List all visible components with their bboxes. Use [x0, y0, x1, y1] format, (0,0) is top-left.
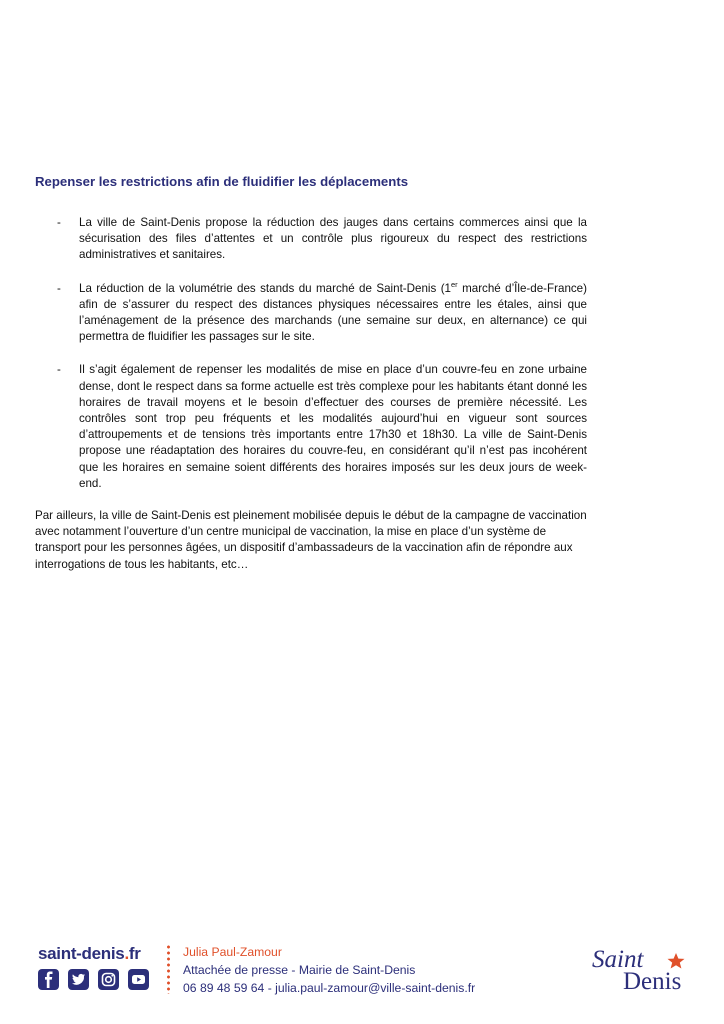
bullet-dash: - — [57, 363, 61, 377]
bullet-text — [79, 281, 587, 346]
section-heading: Repenser les restrictions afin de fluidifier les déplacements — [35, 174, 409, 189]
list-item — [35, 215, 587, 264]
facebook-icon[interactable] — [38, 969, 59, 990]
social-links — [38, 969, 149, 990]
twitter-icon[interactable] — [68, 969, 89, 990]
website-tld: fr — [128, 944, 141, 963]
dotted-divider — [167, 944, 170, 994]
bullet-text: Il s’agit également de repenser les modalités de mise en place d’un couvre-feu en zone urbaine dense, dont le respect dans sa forme actuelle est très complexe pour les habitants étant donné les horaires de travail moyens et le besoin d’effectuer des courses de première nécessité. Les contrôles sont trop peu fréquents et les modalités aujourd’hui en vigueur sont sources d’attroupements et de tensions très importants entre 17h30 et 18h30. La ville de Saint-Denis propose une réadaptation des horaires du couvre-feu, en considérant qu’il n’est pas incohérent que les horaires en semaine soient différents des horaires imposés sur les deux jours de week-end. — [79, 363, 587, 490]
bullet-dash: - — [57, 216, 61, 229]
bullet-list — [35, 215, 587, 509]
instagram-icon[interactable] — [98, 969, 119, 990]
closing-paragraph: Par ailleurs, la ville de Saint-Denis est pleinement mobilisée depuis le début de la campagne de vaccination avec notamment l’ouverture d’un centre municipal de vaccination, la mise en place d’un système de transport pour les personnes âgées, un dispositif d’ambassadeurs de la vaccination afin de répondre aux interrogations de tous les habitants, etc… — [35, 509, 587, 571]
logo-word-denis: Denis — [623, 968, 682, 993]
saint-denis-logo — [590, 943, 700, 993]
contact-role: Attachée de presse - Mairie de Saint-Denis — [183, 963, 416, 977]
website-dot: . — [124, 944, 129, 963]
contact-phone-email[interactable]: 06 89 48 59 64 - julia.paul-zamour@ville-saint-denis.fr — [183, 981, 476, 995]
ordinal-superscript: er — [451, 279, 458, 289]
list-item — [35, 281, 587, 346]
website-name: saint-denis — [38, 944, 125, 963]
bullet-text-part: marché d’Île-de-France) afin de s’assurer du respect des distances physiques nécessaires entre les étales, ainsi que l’aménagement de la présence des marchands (une semaine sur deux, en alternance) ce qui permettra de fluidifier les passages sur le site. — [79, 281, 587, 344]
logo-word-saint: Saint — [592, 946, 644, 973]
bullet-text: La ville de Saint-Denis propose la réduction des jauges dans certains commerces ainsi que la sécurisation des files d’attentes et un contrôle plus rigoureux du respect des restrictions administratives et sanitaires. — [79, 216, 587, 262]
youtube-icon[interactable] — [128, 969, 149, 990]
bullet-dash: - — [57, 281, 61, 295]
press-contact — [183, 943, 475, 997]
bullet-text-part: La réduction de la volumétrie des stands du marché de Saint-Denis (1 — [79, 281, 452, 295]
list-item — [35, 362, 587, 492]
star-icon — [668, 953, 685, 969]
website-link[interactable] — [38, 944, 141, 964]
contact-name: Julia Paul-Zamour — [183, 945, 282, 959]
